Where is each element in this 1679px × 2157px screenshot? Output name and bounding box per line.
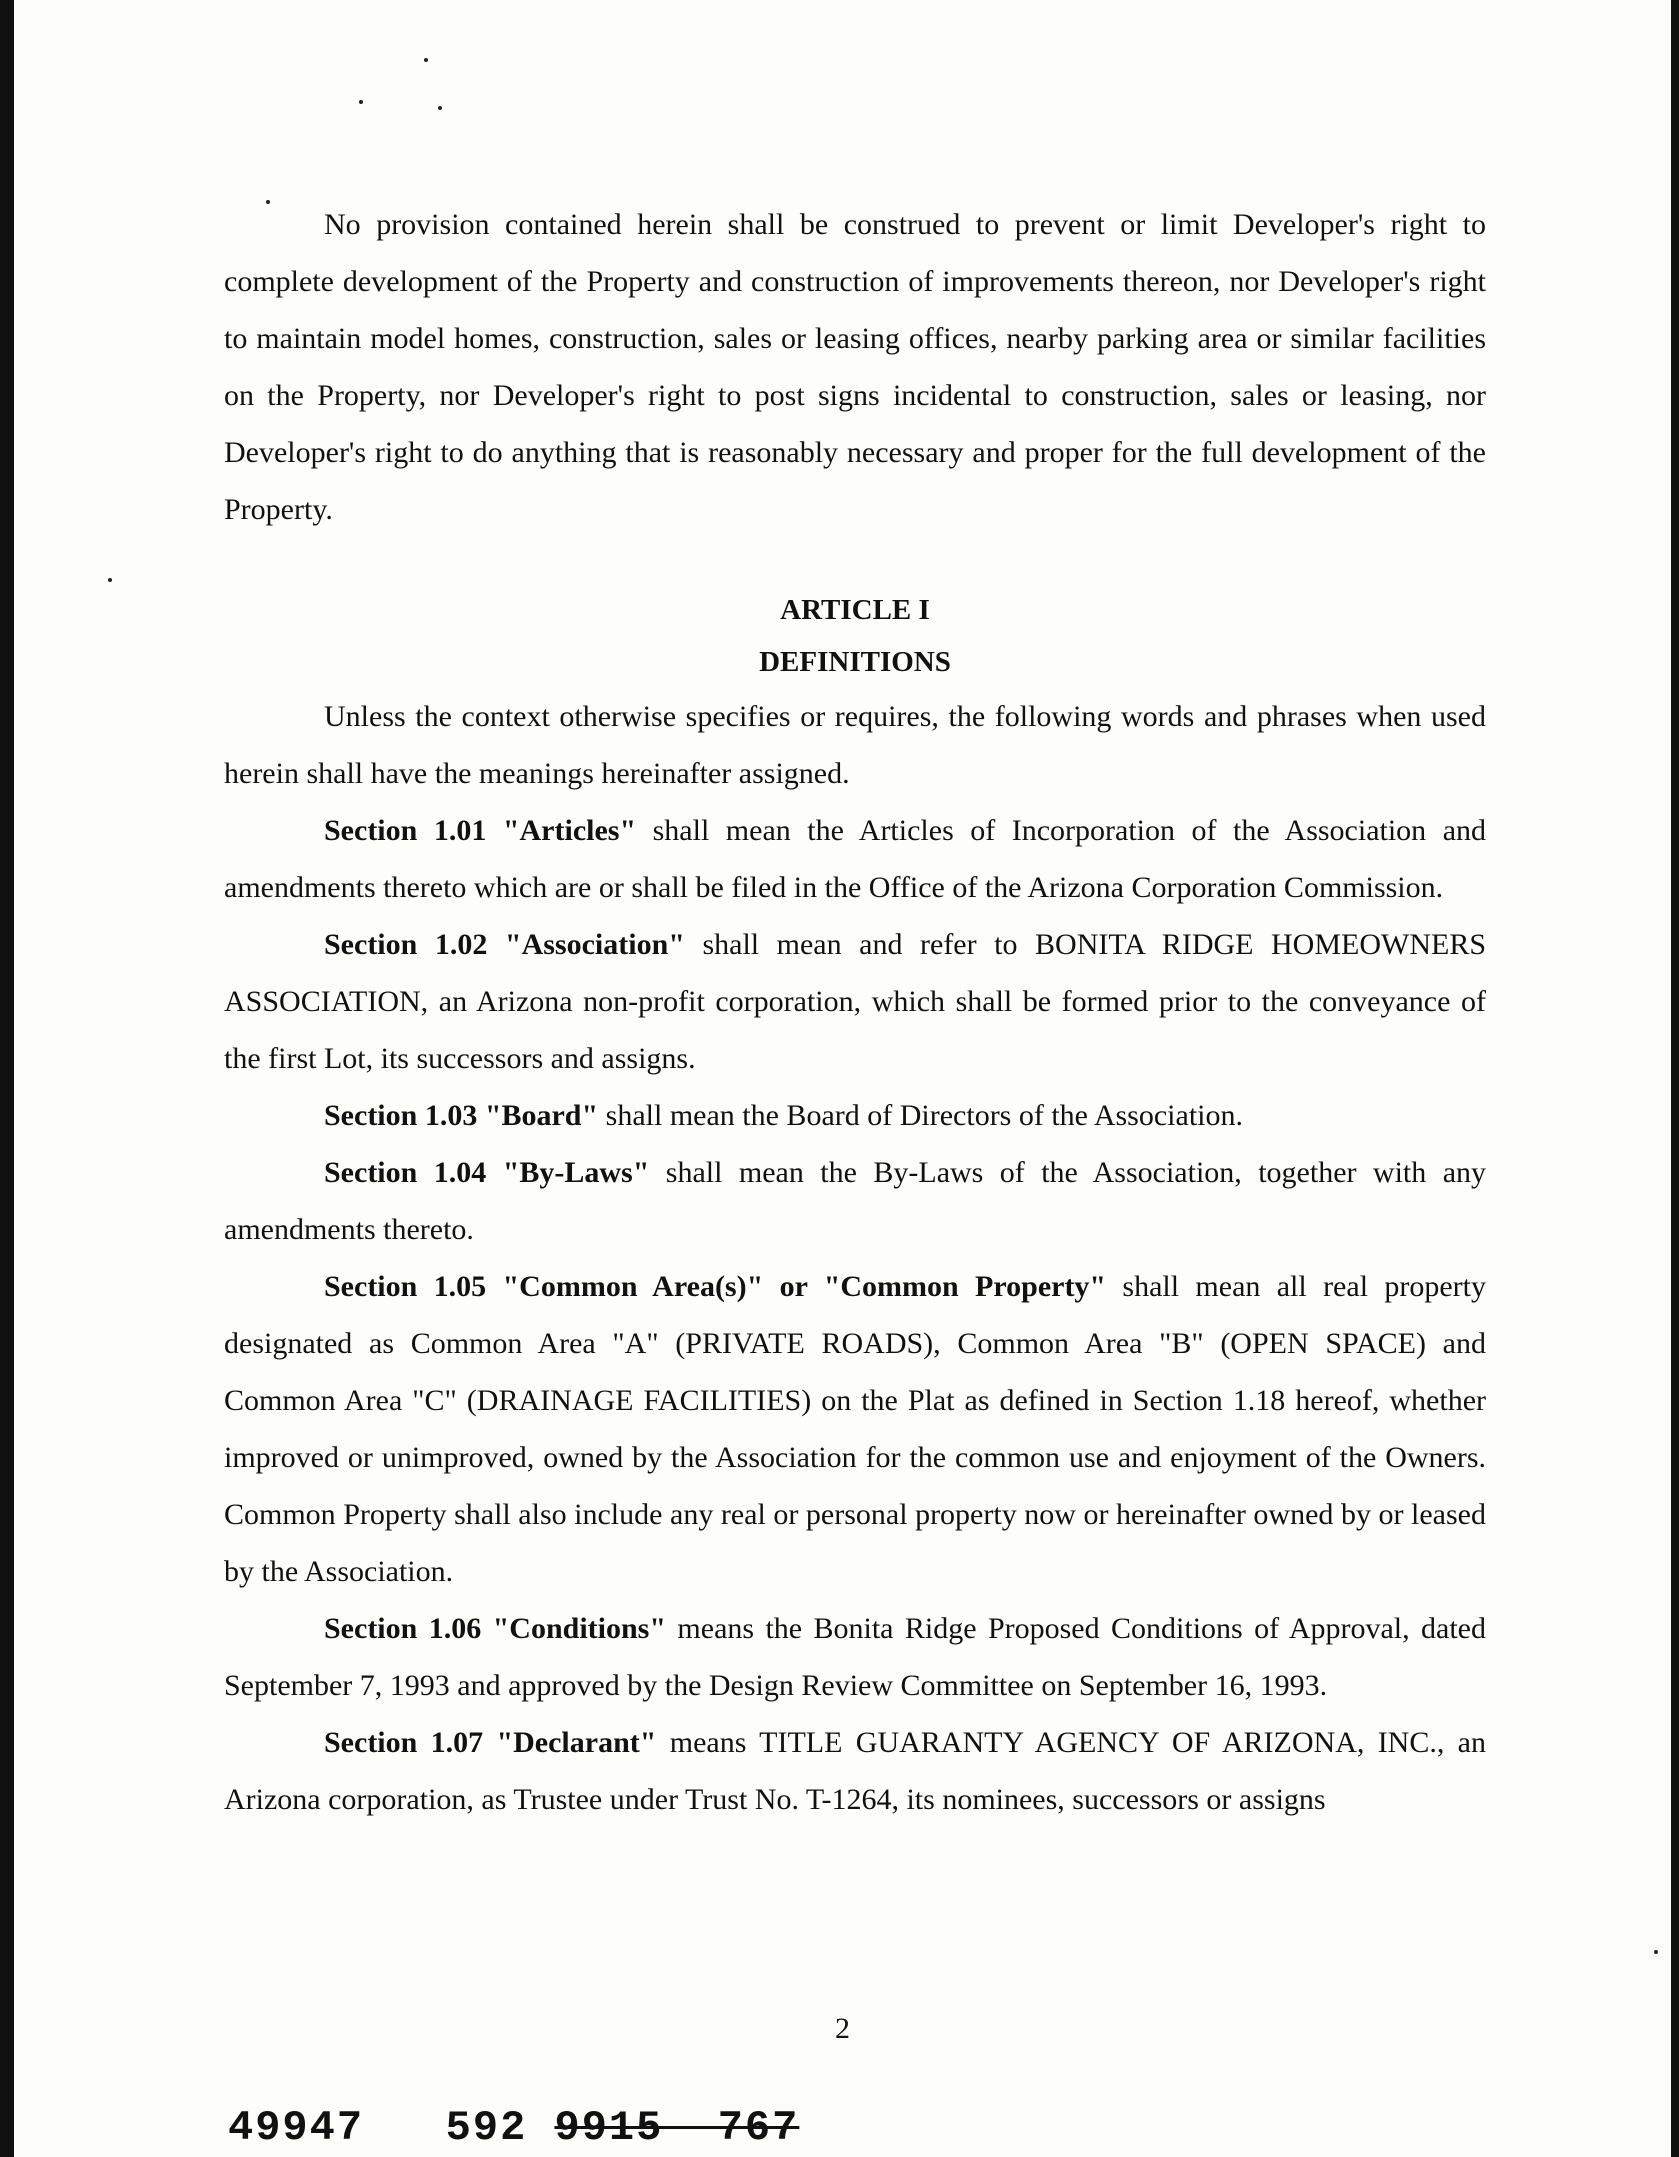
- document-body: [224, 196, 1486, 1828]
- section-1-03: [224, 1087, 1486, 1144]
- section-1-05: [224, 1258, 1486, 1600]
- section-number: Section 1.07: [324, 1726, 484, 1759]
- section-text: means TITLE GUARANTY AGENCY OF ARIZONA, INC., an Arizona corporation, as Trustee under Trust No. T-1264, its nominees, successors or assigns: [224, 1726, 1486, 1816]
- section-text: shall mean the By-Laws of the Association, together with any amendments thereto.: [224, 1156, 1487, 1246]
- section-1-01: [224, 802, 1486, 916]
- article-title: ARTICLE I: [780, 594, 930, 626]
- scan-speck: [424, 58, 428, 62]
- section-number: Section 1.02: [324, 928, 488, 961]
- page-number: 2: [835, 2012, 850, 2045]
- section-1-04: [224, 1144, 1486, 1258]
- section-term: "Articles": [502, 814, 637, 847]
- intro-paragraph: No provision contained herein shall be construed to prevent or limit Developer's right to complete development of the Property and construction of improvements thereon, nor Developer's right to maintain model homes, construction, sales or leasing offices, nearby parking area or similar facilities on the Property, nor Developer's right to post signs incidental to construction, sales or leasing, nor Developer's right to do anything that is reasonably necessary and proper for the full development of the Property.: [224, 208, 1486, 526]
- section-number: Section 1.04: [324, 1156, 487, 1189]
- section-text: shall mean and refer to BONITA RIDGE HOMEOWNERS ASSOCIATION, an Arizona non-profit corporation, which shall be formed prior to the conveyance of the first Lot, its successors and assigns.: [224, 928, 1487, 1075]
- section-term: "Conditions": [492, 1612, 667, 1645]
- section-1-06: [224, 1600, 1486, 1714]
- section-text: means the Bonita Ridge Proposed Conditions of Approval, dated September 7, 1993 and approved by the Design Review Committee on September 16, 1993.: [224, 1612, 1487, 1702]
- scan-speck: [359, 100, 363, 104]
- article-subtitle: DEFINITIONS: [759, 646, 951, 678]
- section-number: Section 1.01: [324, 814, 487, 847]
- stamp-middle: 592: [445, 2104, 528, 2152]
- article-preamble: Unless the context otherwise specifies or requires, the following words and phrases when used herein shall have the meanings hereinafter assigned.: [224, 700, 1486, 790]
- section-text: shall mean all real property designated as Common Area "A" (PRIVATE ROADS), Common Area "B" (OPEN SPACE) and Common Area "C" (DRAINAGE FACILITIES) on the Plat as defined in Section 1.18 hereof, whether improved or unimproved, owned by the Association for the common use and enjoyment of the Owners. Common Property shall also include any real or personal property now or hereinafter owned by or leased by the Association.: [224, 1270, 1486, 1588]
- section-text: shall mean the Board of Directors of the Association.: [598, 1099, 1243, 1132]
- section-number: Section 1.03: [324, 1099, 478, 1132]
- section-term: "By-Laws": [502, 1156, 650, 1189]
- section-1-02: [224, 916, 1486, 1087]
- section-1-07: [224, 1714, 1486, 1828]
- recording-stamp: [228, 2104, 799, 2152]
- stamp-left: 49947: [228, 2104, 365, 2152]
- section-term: "Common Area(s)" or "Common Property": [502, 1270, 1107, 1303]
- section-number: Section 1.05: [324, 1270, 487, 1303]
- section-term: "Board": [484, 1099, 599, 1132]
- section-text: shall mean the Articles of Incorporation of the Association and amendments thereto which are or shall be filed in the Office of the Arizona Corporation Commission.: [224, 814, 1487, 904]
- section-term: "Association": [504, 928, 685, 961]
- scan-speck: [438, 106, 442, 110]
- section-term: "Declarant": [496, 1726, 657, 1759]
- stamp-struck-number: 9915 767: [554, 2104, 800, 2152]
- scan-speck: [1654, 1950, 1658, 1954]
- scan-speck: [108, 578, 112, 582]
- section-number: Section 1.06: [324, 1612, 482, 1645]
